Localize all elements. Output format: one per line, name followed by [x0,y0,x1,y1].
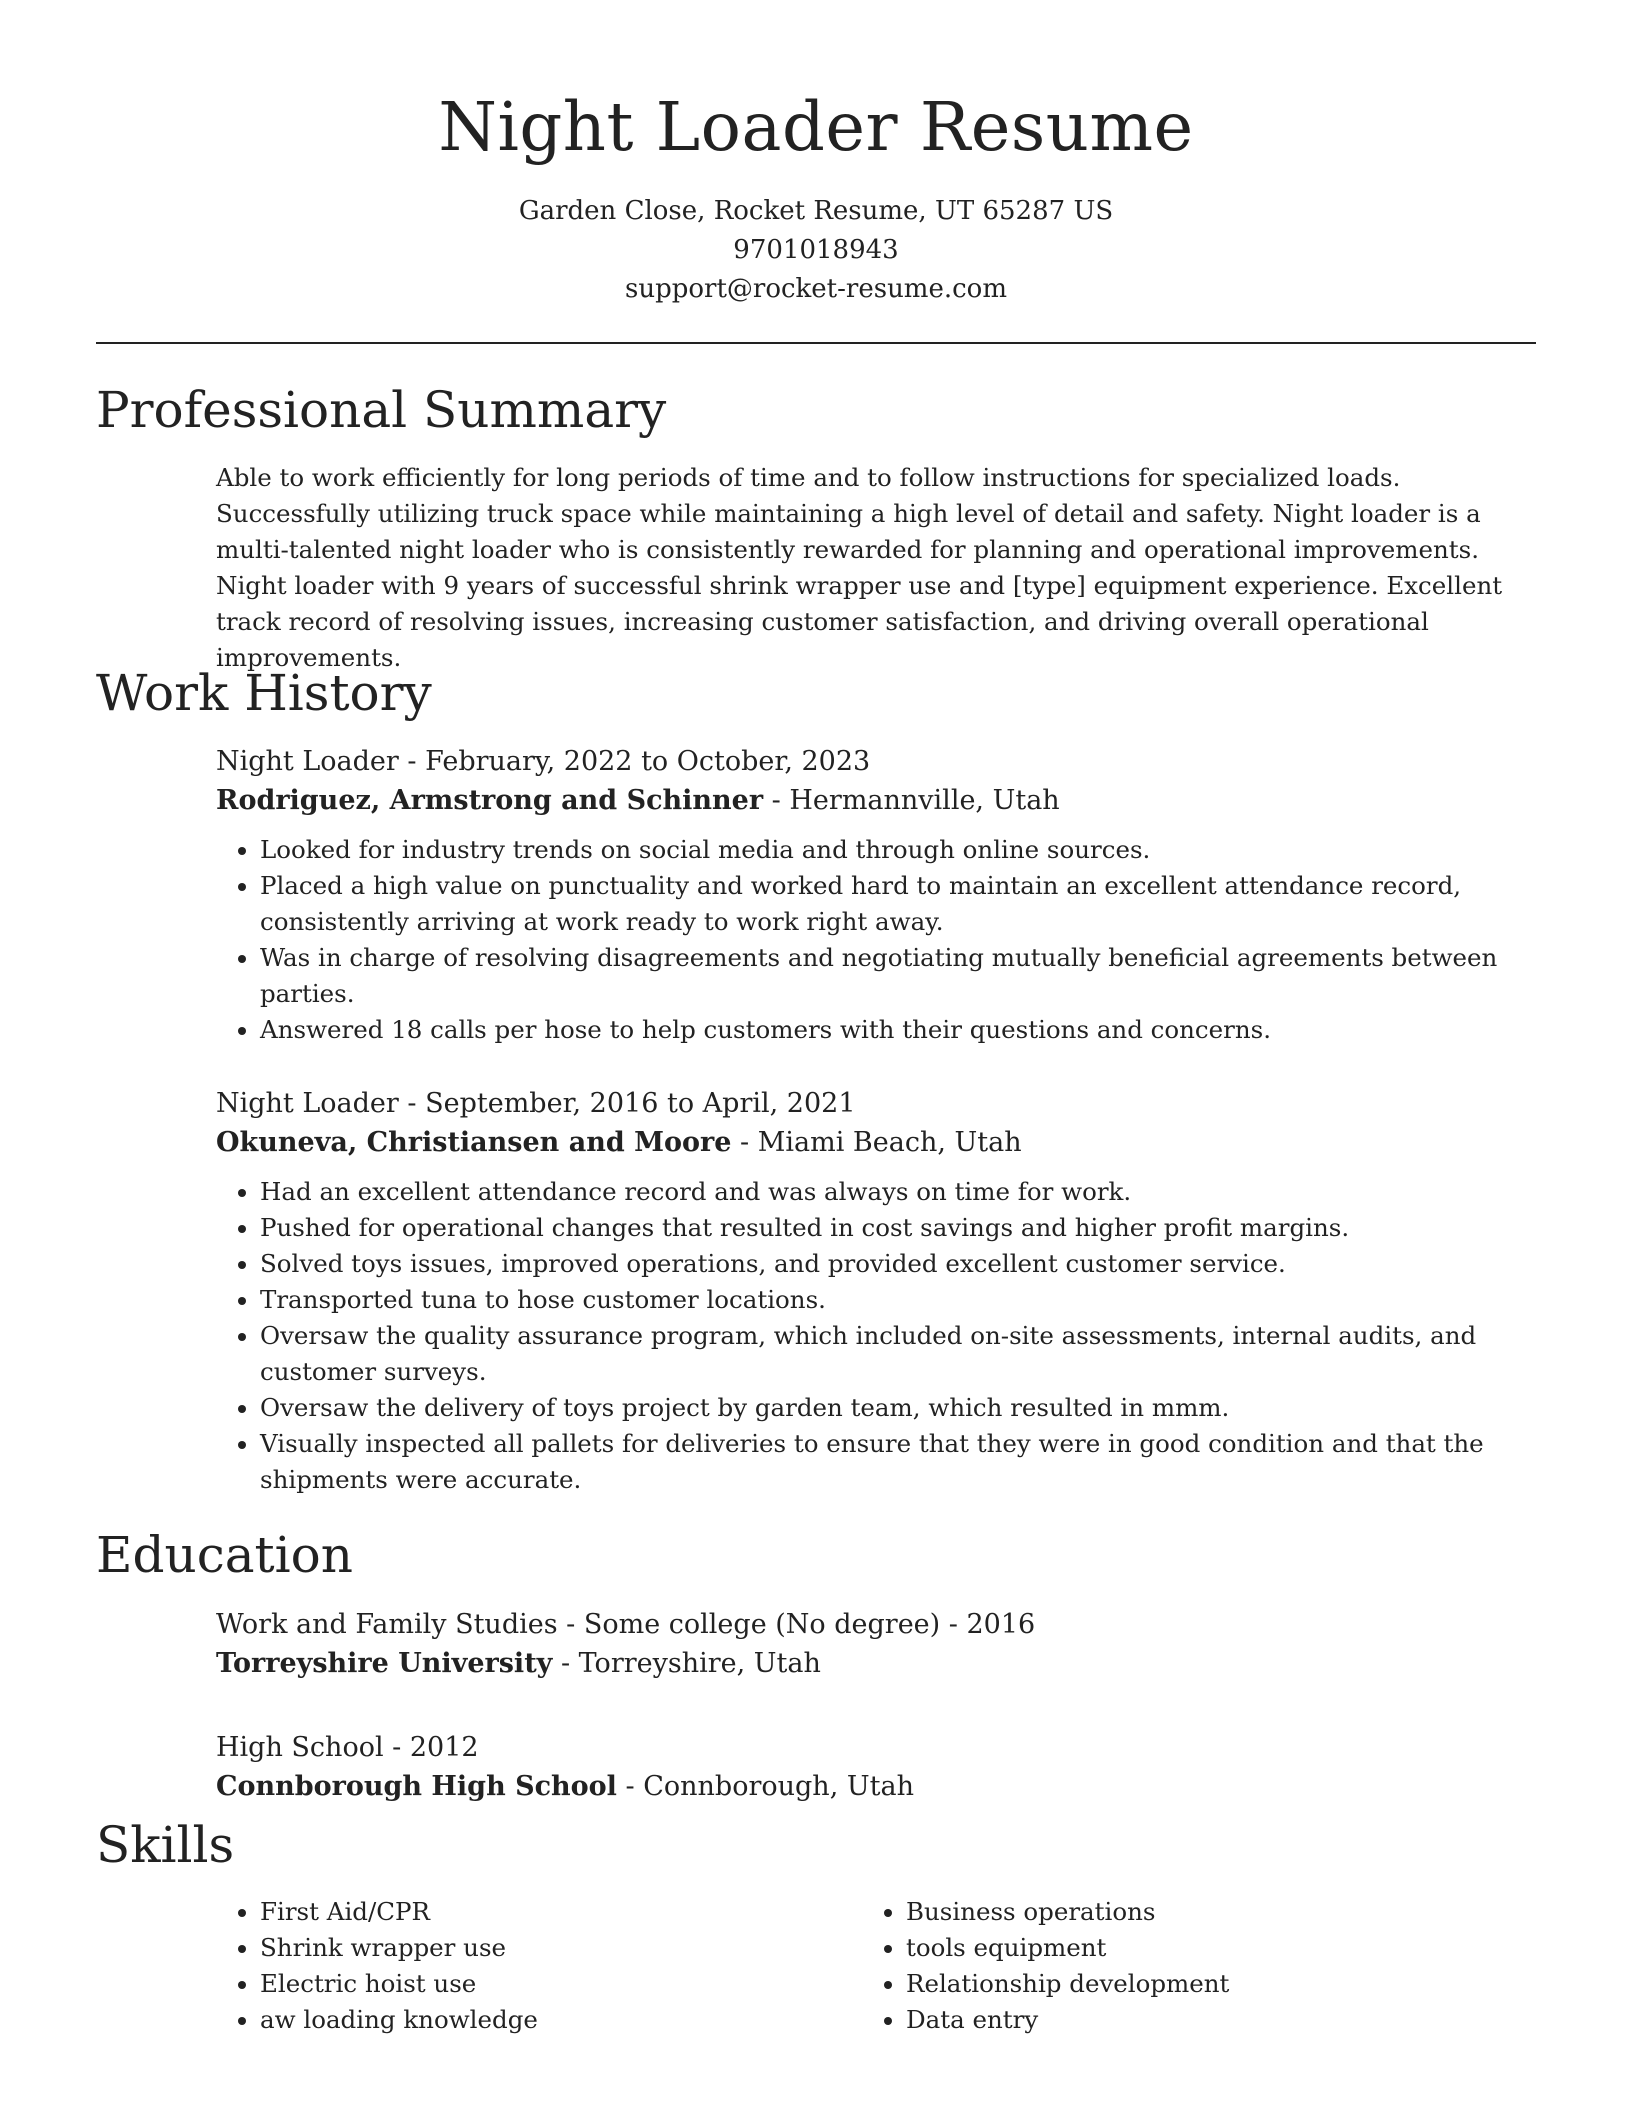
contact-address: Garden Close, Rocket Resume, UT 65287 US [518,196,1114,226]
summary-section [216,460,1536,676]
job-bullet: • Placed a high value on punctuality and worked hard to maintain an excellent attendance record, consistently arriving at work ready to work right away. [260,868,1536,940]
skill-item: • Data entry [906,2002,1502,2038]
job-bullet: • Was in charge of resolving disagreements and negotiating mutually beneficial agreements between parties. [260,940,1536,1012]
job-dates: - September, 2016 to April, 2021 [398,1088,856,1119]
skill-item: • Shrink wrapper use [260,1930,856,1966]
education-entry [216,1605,1536,1683]
job-entry [216,742,1536,1048]
work-history-heading: Work History [96,664,432,722]
job-bullet: • Had an excellent attendance record and was always on time for work. [260,1174,1536,1210]
job-bullets [216,832,1536,1048]
education-details: - Some college (No degree) - 2016 [557,1609,1036,1640]
education-location: - Torreyshire, Utah [552,1648,821,1679]
summary-heading: Professional Summary [96,381,667,439]
education-school-line [216,1644,1536,1683]
job-entry [216,1084,1536,1498]
skill-item: • aw loading knowledge [260,2002,856,2038]
education-details: - 2012 [383,1732,479,1763]
job-bullet: • Solved toys issues, improved operations, and provided excellent customer service. [260,1246,1536,1282]
contact-email[interactable]: support@rocket-resume.com [624,274,1007,304]
job-bullet: • Looked for industry trends on social media and through online sources. [260,832,1536,868]
job-position: Night Loader [216,746,399,777]
skills-list [862,1894,1502,2038]
education-school-line [216,1767,1536,1806]
skills-column-right [862,1894,1502,2038]
education-degree: Work and Family Studies [216,1609,558,1640]
job-title-line [216,742,1536,781]
job-location: - Hermannville, Utah [763,785,1060,816]
job-position: Night Loader [216,1088,399,1119]
job-bullet: • Oversaw the delivery of toys project by garden team, which resulted in mmm. [260,1390,1536,1426]
skill-item: • tools equipment [906,1930,1502,1966]
job-dates: - February, 2022 to October, 2023 [398,746,871,777]
job-company: Okuneva, Christiansen and Moore [216,1127,732,1158]
contact-phone: 9701018943 [733,235,899,265]
resume-header [0,0,1632,309]
job-company-line [216,1123,1536,1162]
education-school: Torreyshire University [216,1648,553,1679]
skill-item: • Business operations [906,1894,1502,1930]
job-bullet: • Pushed for operational changes that resulted in cost savings and higher profit margins. [260,1210,1536,1246]
education-school: Connborough High School [216,1771,617,1802]
education-entry [216,1728,1536,1806]
job-bullets [216,1174,1536,1498]
header-divider [96,342,1536,344]
job-title-line [216,1084,1536,1123]
job-company-line [216,781,1536,820]
job-bullet: • Answered 18 calls per hose to help customers with their questions and concerns. [260,1012,1536,1048]
skills-list [216,1894,856,2038]
job-company: Rodriguez, Armstrong and Schinner [216,785,764,816]
skill-item: • Electric hoist use [260,1966,856,2002]
job-bullet: • Oversaw the quality assurance program, which included on-site assessments, internal audits, and customer surveys. [260,1318,1536,1390]
summary-text: Able to work efficiently for long periods of time and to follow instructions for specialized loads. Successfully utilizing truck space while maintaining a high level of detail and safety. Night loader is a multi-talented night loader who is consistently rewarded for planning and operational improvements. Night loader with 9 years of successful shrink wrapper use and [type] equipment experience. Excellent track record of resolving issues, increasing customer satisfaction, and driving overall operational improvements. [216,463,1503,672]
education-degree: High School [216,1732,384,1763]
education-degree-line [216,1605,1536,1644]
education-heading: Education [96,1526,353,1584]
resume-title: Night Loader Resume [438,88,1194,166]
job-location: - Miami Beach, Utah [731,1127,1022,1158]
skills-heading: Skills [96,1816,235,1874]
skill-item: • Relationship development [906,1966,1502,2002]
job-bullet: • Visually inspected all pallets for deliveries to ensure that they were in good condition and that the shipments were accurate. [260,1426,1536,1498]
education-location: - Connborough, Utah [616,1771,914,1802]
job-bullet: • Transported tuna to hose customer locations. [260,1282,1536,1318]
contact-info [0,192,1632,309]
skill-item: • First Aid/CPR [260,1894,856,1930]
skills-column-left [216,1894,856,2038]
education-degree-line [216,1728,1536,1767]
